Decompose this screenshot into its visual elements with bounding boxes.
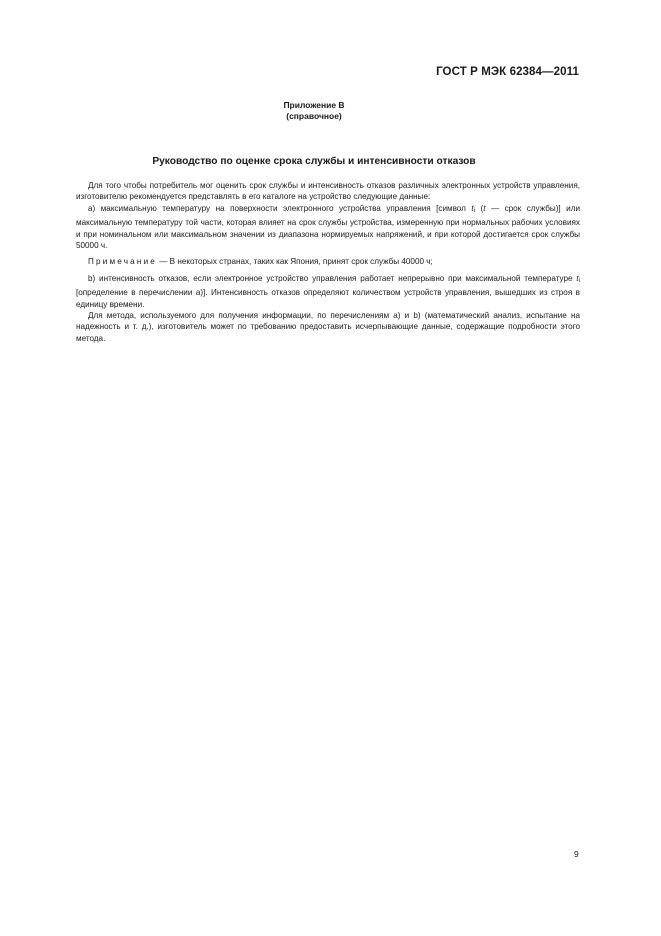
item-b-text-1: b) интенсивность отказов, если электронное устройство управления работает непрерывно при максимальной температуре bbox=[88, 273, 577, 283]
item-b-paragraph bbox=[76, 273, 580, 310]
item-b-subscript: i bbox=[578, 277, 580, 284]
appendix-heading bbox=[0, 100, 628, 122]
appendix-title: Приложение В bbox=[283, 100, 345, 110]
document-header: ГОСТ Р МЭК 62384—2011 bbox=[436, 66, 579, 78]
intro-paragraph: Для того чтобы потребитель мог оценить срок службы и интенсивность отказов различных электронных устройств управления, изготовителю рекомендуется представлять в его каталоге на устройство следующие данные: bbox=[76, 181, 580, 202]
item-a-text-1: a) максимальную температуру на поверхности электронного устройства управления [символ bbox=[88, 203, 472, 213]
item-b-symbol: t bbox=[576, 273, 579, 283]
item-a-text-2: ( bbox=[475, 203, 484, 213]
item-a-symbol-2: t bbox=[483, 203, 486, 213]
note-paragraph bbox=[76, 256, 580, 267]
body-text bbox=[76, 180, 580, 344]
item-a-text-3: — срок службы)] или максимальную температуру той части, которая влияет на срок службы устройства, измеренную при нормальных рабочих условиях и при номинальном или максимальном значении из диапазона нормируемых напряжений, и при которой достигается срок службы 50000 ч. bbox=[76, 203, 580, 251]
item-a-subscript: i bbox=[473, 207, 475, 214]
item-b-text-2: [определение в перечислении a)]. Интенсивность отказов определяют количеством устройств управления, вышедших из строя в единицу времени. bbox=[76, 288, 580, 309]
item-a-paragraph bbox=[76, 203, 580, 252]
section-title: Руководство по оценке срока службы и интенсивности отказов bbox=[152, 156, 476, 167]
page-number: 9 bbox=[574, 849, 579, 859]
note-label: Примечание bbox=[88, 257, 158, 267]
note-text: — В некоторых странах, таких как Япония, принят срок службы 40000 ч; bbox=[157, 257, 433, 267]
appendix-subtitle: (справочное) bbox=[286, 111, 342, 121]
method-paragraph: Для метода, используемого для получения информации, по перечислениям a) и b) (математический анализ, испытание на надежность и т. д.), изготовитель может по требованию предоставить исчерпывающие данные, содержащие подробности этого метода. bbox=[76, 311, 580, 343]
item-a-symbol: t bbox=[471, 203, 474, 213]
